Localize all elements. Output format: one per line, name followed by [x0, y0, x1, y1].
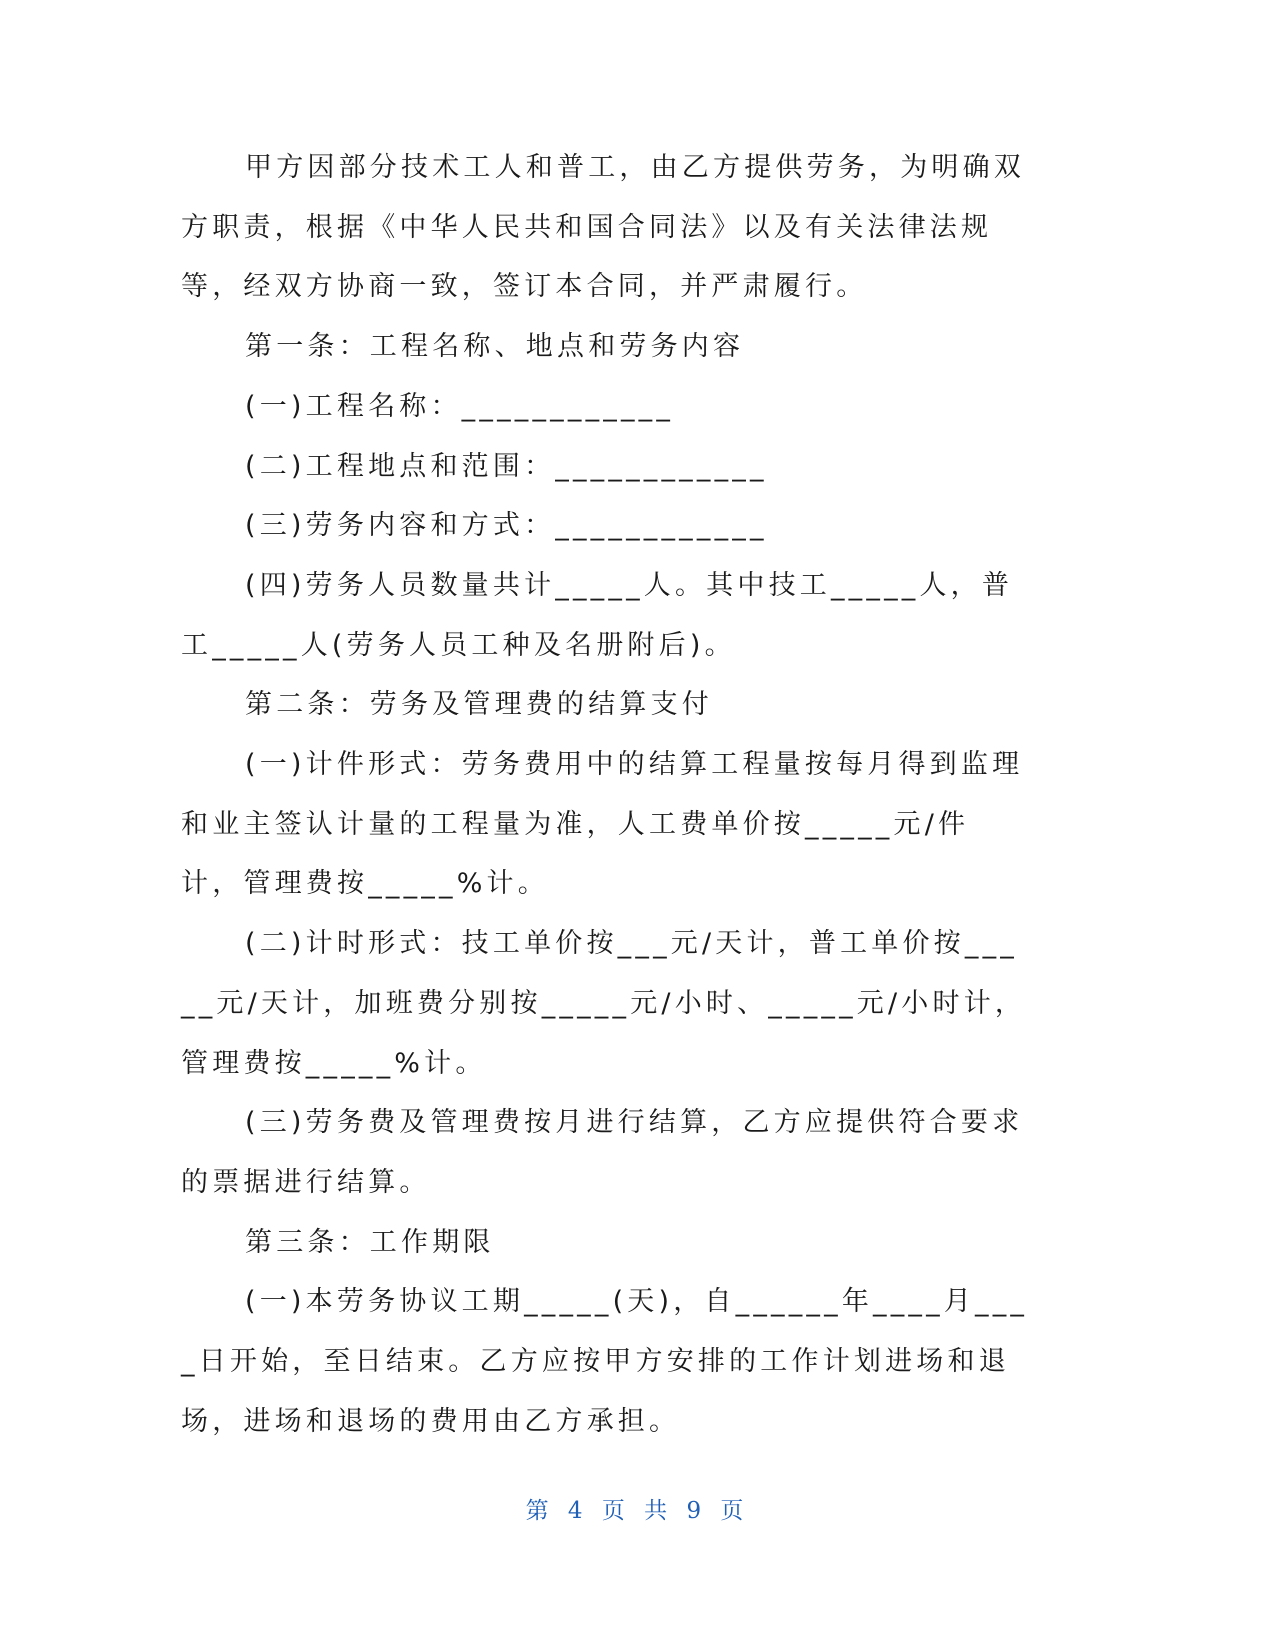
piecework-clause: (一)计件形式：劳务费用中的结算工程量按每月得到监理和业主签认计量的工程量为准，人工费单价按_____元/件计，管理费按_____%计。	[181, 749, 1024, 900]
project-name-field: (一)工程名称：____________	[245, 390, 675, 422]
project-location-field: (二)工程地点和范围：____________	[245, 450, 768, 482]
article-2-heading: 第二条：劳务及管理费的结算支付	[245, 689, 713, 721]
article-3-heading: 第三条：工作期限	[245, 1226, 495, 1258]
intro-paragraph: 甲方因部分技术工人和普工，由乙方提供劳务，为明确双方职责，根据《中华人民共和国合同法》以及有关法律法规等，经双方协商一致，签订本合同，并严肃履行。	[181, 152, 1025, 303]
staff-count-clause: (四)劳务人员数量共计_____人。其中技工_____人，普工_____人(劳务人员工种及名册附后)。	[181, 569, 1014, 661]
service-content-field: (三)劳务内容和方式：____________	[245, 510, 768, 542]
page-number-footer: 第 4 页 共 9 页	[525, 1498, 750, 1524]
work-period-clause: (一)本劳务协议工期_____(天)，自______年____月____日开始，至日结束。乙方应按甲方安排的工作计划进场和退场，进场和退场的费用由乙方承担。	[181, 1286, 1029, 1437]
contract-body	[181, 138, 1031, 1451]
article-1-heading: 第一条：工程名称、地点和劳务内容	[245, 331, 745, 363]
settlement-clause: (三)劳务费及管理费按月进行结算，乙方应提供符合要求的票据进行结算。	[181, 1107, 1024, 1198]
hourly-clause: (二)计时形式：技工单价按___元/天计，普工单价按_____元/天计，加班费分别按_____元/小时、_____元/小时计，管理费按_____%计。	[181, 928, 1027, 1079]
